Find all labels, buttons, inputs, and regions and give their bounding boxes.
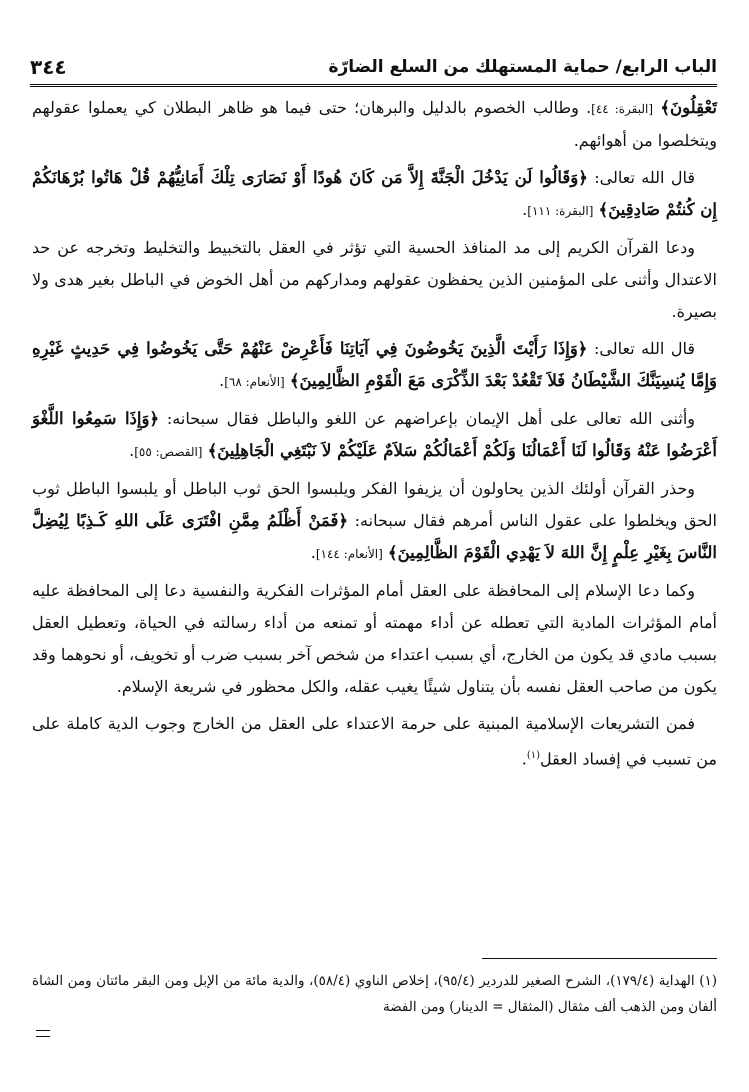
main-text <box>32 92 717 780</box>
chapter-title: الباب الرابع/ حماية المستهلك من السلع الضارّة <box>328 57 717 77</box>
paragraph-2 <box>32 162 717 227</box>
footnote-separator <box>482 958 717 959</box>
paragraph-7 <box>32 575 717 703</box>
paragraph-tail: . <box>129 441 135 460</box>
paragraph-text: وكما دعا الإسلام إلى المحافظة على العقل أمام المؤثرات الفكرية والنفسية دعا إلى المحافظة عليه أمام المؤثرات المادية التي تعطله عن أداء مهمته أو تمنعه من أداء رسالته في الحياة، وتعطيل العقل بسبب مادي قد يكون من الخارج، أي بسبب اعتداء من شخص آخر بسبب ضرب أو تخويف، أو نحوهما وقد يكون من صاحب العقل نفسه بأن يتناول شيئًا يغيب عقله، والكل محظور في شريعة الإسلام. <box>32 581 717 696</box>
ayah-reference: [الأنعام: ١٤٤] <box>315 547 383 561</box>
footnote-marker[interactable]: (١) <box>526 750 541 761</box>
ayah-reference: [القصص: ٥٥] <box>134 445 203 459</box>
ayah-reference: [الأنعام: ٦٨] <box>224 375 285 389</box>
paragraph-1 <box>32 92 717 157</box>
paragraph-tail: . <box>310 543 316 562</box>
paragraph-tail: . <box>521 749 527 769</box>
paragraph-6 <box>32 473 717 570</box>
ayah-intro: وأثنى الله تعالى على أهل الإيمان بإعراضهم عن اللغو والباطل فقال سبحانه: <box>159 409 695 428</box>
paragraph-text: فمن التشريعات الإسلامية المبنية على حرمة الاعتداء على العقل من الخارج وجوب الدية كاملة على من تسبب في إفساد العقل <box>32 714 717 769</box>
footnote-1: (١) الهداية (١٧٩/٤)، الشرح الصغير للدردير (٩٥/٤)، إخلاص الناوي (٥٨/٤)، والدية مائة من الإبل ومن البقر مائتان ومن الشاة ألفان ومن الذهب ألف مثقال (المثقال = الدينار) ومن الفضة <box>32 973 718 1015</box>
paragraph-tail: . <box>219 371 225 390</box>
footnotes <box>32 968 717 1020</box>
paragraph-tail: . <box>522 200 528 219</box>
paragraph-text: . وطالب الخصوم بالدليل والبرهان؛ حتى فيما هو ظاهر البطلان كي يعملوا عقولهم ويتخلصوا من أهوائهم. <box>32 98 717 150</box>
ayah-fragment: تَعْقِلُونَ﴾ <box>660 98 717 117</box>
ayah-reference: [البقرة: ١١١] <box>527 204 594 218</box>
running-header <box>30 50 717 87</box>
paragraph-8 <box>32 708 717 775</box>
page-number: ٣٤٤ <box>30 55 67 79</box>
paragraph-4 <box>32 333 717 398</box>
paragraph-3 <box>32 232 717 328</box>
ayah: ﴿فَمَنْ أَظْلَمُ مِمَّنِ افْتَرَى عَلَى اللهِ كَـذِبًا لِيُضِلَّ النَّاسَ بِغَيْرِ عِلْمٍ إِنَّ اللهَ لاَ يَهْدِي الْقَوْمَ الظَّالِمِينَ﴾ <box>32 511 717 562</box>
paragraph-5 <box>32 403 717 468</box>
ayah-reference: [البقرة: ٤٤] <box>591 102 654 116</box>
ayah-intro: وحذر القرآن أولئك الذين يحاولون أن يزيفوا الفكر ويلبسوا الحق ثوب الباطل أو يلبسوا الباطل ثوب الحق ويخلطوا على عقول الناس أمرهم فقال سبحانه: <box>32 479 717 530</box>
ayah: ﴿وَقَالُوا لَن يَدْخُلَ الْجَنَّةَ إِلاَّ مَن كَانَ هُودًا أَوْ نَصَارَى تِلْكَ أَمَانِيُّهُمْ قُلْ هَاتُوا بُرْهَانَكُمْ إِن كُنتُمْ صَادِقِينَ﴾ <box>32 168 717 219</box>
ayah: ﴿وَإِذَا سَمِعُوا اللَّغْوَ أَعْرَضُوا عَنْهُ وَقَالُوا لَنَا أَعْمَالُنَا وَلَكُمْ أَعْمَالُكُمْ سَلاَمٌ عَلَيْكُمْ لاَ نَبْتَغِي الْجَاهِلِينَ﴾ <box>32 409 717 460</box>
ayah-intro: قال الله تعالى: <box>587 339 695 358</box>
ayah-intro: قال الله تعالى: <box>587 168 696 187</box>
continuation-mark <box>36 1030 50 1037</box>
ayah: ﴿وَإِذَا رَأَيْتَ الَّذِينَ يَخُوضُونَ فِي آيَاتِنَا فَأَعْرِضْ عَنْهُمْ حَتَّى يَخُوضُوا فِي حَدِيثٍ غَيْرِهِ وَإِمَّا يُنسِيَنَّكَ الشَّيْطَانُ فَلاَ تَقْعُدْ بَعْدَ الذِّكْرَى مَعَ الْقَوْمِ الظَّالِمِينَ﴾ <box>32 339 717 390</box>
paragraph-text: ودعا القرآن الكريم إلى مد المنافذ الحسية التي تؤثر في العقل بالتخبيط والتخليط وتخرجه عن حد الاعتدال وأثنى على المؤمنين الذين يحفظون عقولهم ومداركهم من أهل الخوض في الباطل بغير هدى ولا بصيرة. <box>32 238 717 321</box>
